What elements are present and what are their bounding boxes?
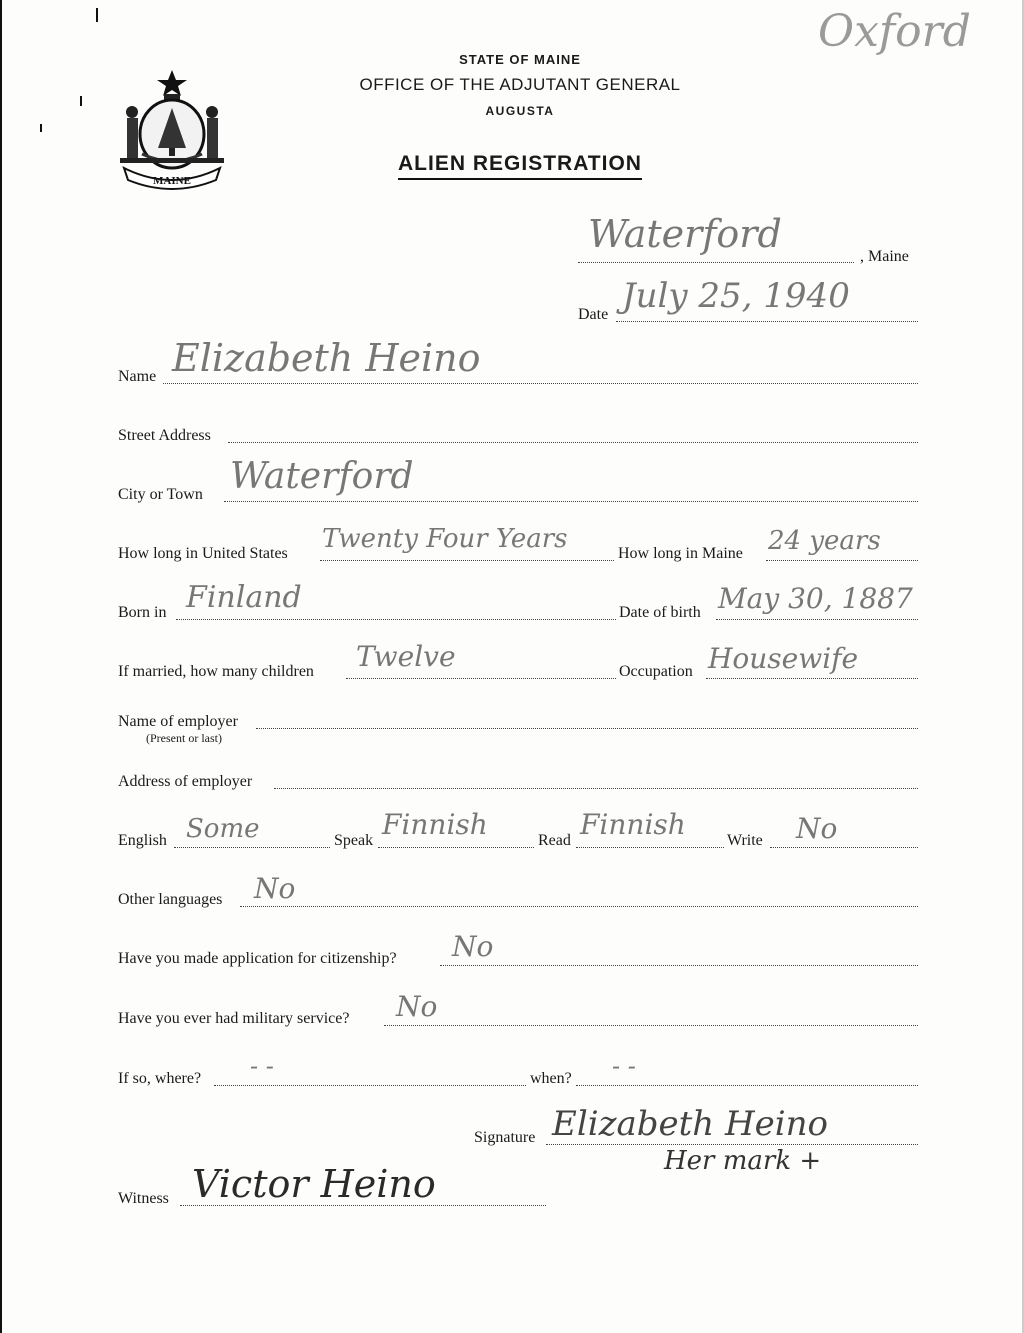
- where-value: - -: [250, 1052, 274, 1080]
- street-label: Street Address: [118, 427, 211, 444]
- occupation-label: Occupation: [619, 663, 693, 680]
- maine-years-line: [766, 560, 918, 561]
- english-line: [174, 847, 330, 848]
- name-value: Elizabeth Heino: [172, 336, 481, 380]
- scan-speck: [96, 8, 98, 22]
- write-value: No: [796, 812, 838, 845]
- employer-address-label: Address of employer: [118, 773, 253, 790]
- us-years-label: How long in United States: [118, 545, 288, 562]
- read-label: Read: [538, 832, 571, 849]
- street-line: [228, 442, 918, 443]
- town-value: Waterford: [588, 212, 782, 256]
- citizenship-value: No: [452, 930, 494, 963]
- town-line: [578, 262, 854, 263]
- other-languages-value: No: [254, 872, 296, 905]
- military-label: Have you ever had military service?: [118, 1010, 350, 1027]
- town-suffix: , Maine: [860, 248, 909, 265]
- dob-line: [716, 619, 918, 620]
- english-value: Some: [186, 814, 260, 844]
- us-years-value: Twenty Four Years: [322, 524, 568, 554]
- born-line: [176, 619, 616, 620]
- employer-label: Name of employer: [118, 713, 238, 730]
- scan-speck: [40, 124, 42, 132]
- where-line: [214, 1085, 526, 1086]
- write-label: Write: [727, 832, 763, 849]
- witness-label: Witness: [118, 1190, 169, 1207]
- us-years-line: [320, 560, 614, 561]
- military-line: [384, 1025, 918, 1026]
- when-label: when?: [530, 1070, 572, 1087]
- name-label: Name: [118, 368, 157, 385]
- city-label: City or Town: [118, 486, 203, 503]
- signature-value: Elizabeth Heino: [552, 1104, 829, 1144]
- when-value: - -: [612, 1052, 636, 1080]
- children-value: Twelve: [356, 640, 456, 673]
- header-office: OFFICE OF THE ADJUTANT GENERAL: [359, 75, 681, 94]
- date-label: Date: [578, 306, 609, 323]
- name-line: [163, 383, 918, 384]
- city-value: Waterford: [230, 456, 414, 497]
- children-label: If married, how many children: [118, 663, 314, 680]
- signature-line: [546, 1144, 918, 1145]
- speak-value: Finnish: [382, 808, 488, 841]
- maine-years-label: How long in Maine: [618, 545, 743, 562]
- where-label: If so, where?: [118, 1070, 202, 1087]
- speak-line: [378, 847, 534, 848]
- signature-label: Signature: [474, 1129, 536, 1146]
- signature-mark: Her mark +: [664, 1146, 822, 1176]
- header-city: AUGUSTA: [485, 104, 555, 118]
- write-line: [770, 847, 918, 848]
- occupation-line: [706, 678, 918, 679]
- form-title: [0, 152, 1024, 176]
- read-value: Finnish: [580, 808, 686, 841]
- dob-label: Date of birth: [619, 604, 701, 621]
- citizenship-line: [440, 965, 918, 966]
- when-line: [576, 1085, 918, 1086]
- maine-years-value: 24 years: [768, 526, 881, 556]
- employer-sub-label: (Present or last): [146, 731, 222, 745]
- other-languages-line: [240, 906, 918, 907]
- read-line: [576, 847, 724, 848]
- english-label: English: [118, 832, 167, 849]
- employer-line: [256, 728, 918, 729]
- citizenship-label: Have you made application for citizenship?: [118, 950, 397, 967]
- military-value: No: [396, 990, 438, 1023]
- children-line: [346, 678, 616, 679]
- dob-value: May 30, 1887: [718, 582, 913, 615]
- date-line: [616, 321, 918, 322]
- form-title-text: ALIEN REGISTRATION: [398, 152, 642, 180]
- occupation-value: Housewife: [708, 642, 859, 675]
- employer-address-line: [274, 788, 918, 789]
- born-label: Born in: [118, 604, 167, 621]
- witness-value: Victor Heino: [192, 1162, 436, 1206]
- city-line: [224, 501, 918, 502]
- corner-note: Oxford: [818, 6, 971, 57]
- speak-label: Speak: [334, 832, 374, 849]
- born-value: Finland: [186, 580, 302, 615]
- seal-banner-text: MAINE: [153, 175, 191, 187]
- other-languages-label: Other languages: [118, 891, 223, 908]
- date-value: July 25, 1940: [622, 276, 850, 316]
- header-state: STATE OF MAINE: [459, 52, 581, 67]
